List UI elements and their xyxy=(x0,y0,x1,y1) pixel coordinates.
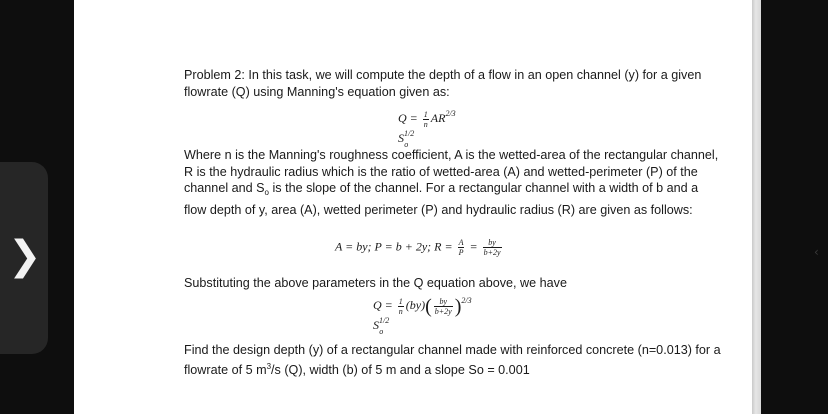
eq3-paren-close: ) xyxy=(454,295,462,318)
mannings-equation xyxy=(398,109,469,149)
eq3-term-s: S xyxy=(373,317,379,332)
eq1-lhs: Q = xyxy=(398,111,418,125)
task-sup-3: 3 xyxy=(266,361,272,371)
chevron-right-small-icon[interactable]: ‹ xyxy=(814,245,819,259)
eq3-exp: 2/3 xyxy=(461,296,472,305)
eq3-exp-s: 1/2 xyxy=(379,315,390,325)
eq1-exp-s: 1/2 xyxy=(404,128,415,138)
substitution-text: Substituting the above parameters in the Q equation above, we have xyxy=(184,276,567,290)
eq1-fraction xyxy=(423,110,429,129)
eq2-fraction-by xyxy=(483,238,502,257)
eq3-fraction xyxy=(398,297,404,316)
eq1-exp-ar: 2/3 xyxy=(445,109,456,118)
eq3-sub-s: o xyxy=(379,326,384,336)
eq1-term-s: S xyxy=(398,130,404,145)
definitions-sub-o: o xyxy=(264,188,269,197)
eq3-inner-fraction xyxy=(434,297,453,316)
geometry-equation xyxy=(335,238,504,257)
substituted-equation xyxy=(373,296,485,336)
task-text xyxy=(184,342,724,378)
eq2-frac1-den: P xyxy=(458,248,464,257)
eq3-frac-den: n xyxy=(398,306,403,316)
eq1-frac-den: n xyxy=(423,119,428,129)
eq1-frac-num: 1 xyxy=(423,109,428,119)
eq3-inner-num: by xyxy=(434,297,453,307)
task-text-part2: /s (Q), width (b) of 5 m and a slope So = 0.001 xyxy=(271,362,530,377)
definitions-text-part1: Where n is the Manning's roughness coefficient, A is the wetted-area of the rectangular channel, R is the hydraulic radius which is the ratio of wetted-area (A) and wetted-perimeter (P) of the channel and S xyxy=(184,148,719,195)
eq3-lhs: Q = xyxy=(373,298,393,312)
definitions-text xyxy=(184,147,724,218)
next-page-edge[interactable] xyxy=(752,0,761,414)
eq2-frac1-num: A xyxy=(458,238,464,247)
eq2-frac2-den: b+2y xyxy=(483,248,501,257)
eq2-frac2-num: by xyxy=(483,238,502,248)
eq1-term-ar: AR xyxy=(430,111,446,125)
definitions-text-part2: is the slope of the channel. For a rectangular channel with a width of b and a flow depth of y, area (A), wetted perimeter (P) and hydraulic radius (R) are given as follows: xyxy=(184,181,699,217)
task-text-part1: Find the design depth (y) of a rectangular channel made with reinforced concrete (n=0.013) for a flowrate of 5 m xyxy=(184,343,721,377)
eq2-fraction-a-p xyxy=(458,238,465,257)
problem-intro-text: Problem 2: In this task, we will compute the depth of a flow in an open channel (y) for a given flowrate (Q) using Manning's equation given as: xyxy=(184,68,702,99)
chevron-left-icon[interactable]: ❯ xyxy=(8,233,42,279)
eq2-eq-sign: = xyxy=(469,239,478,254)
eq3-paren-open: ( xyxy=(425,295,432,318)
eq3-term-by: (by) xyxy=(405,298,426,312)
eq3-frac-num: 1 xyxy=(398,296,403,306)
eq3-inner-den: b+2y xyxy=(434,306,452,316)
eq2-lhs: A = by; P = b + 2y; R = xyxy=(335,239,453,254)
eq1-sub-s: o xyxy=(404,139,409,149)
